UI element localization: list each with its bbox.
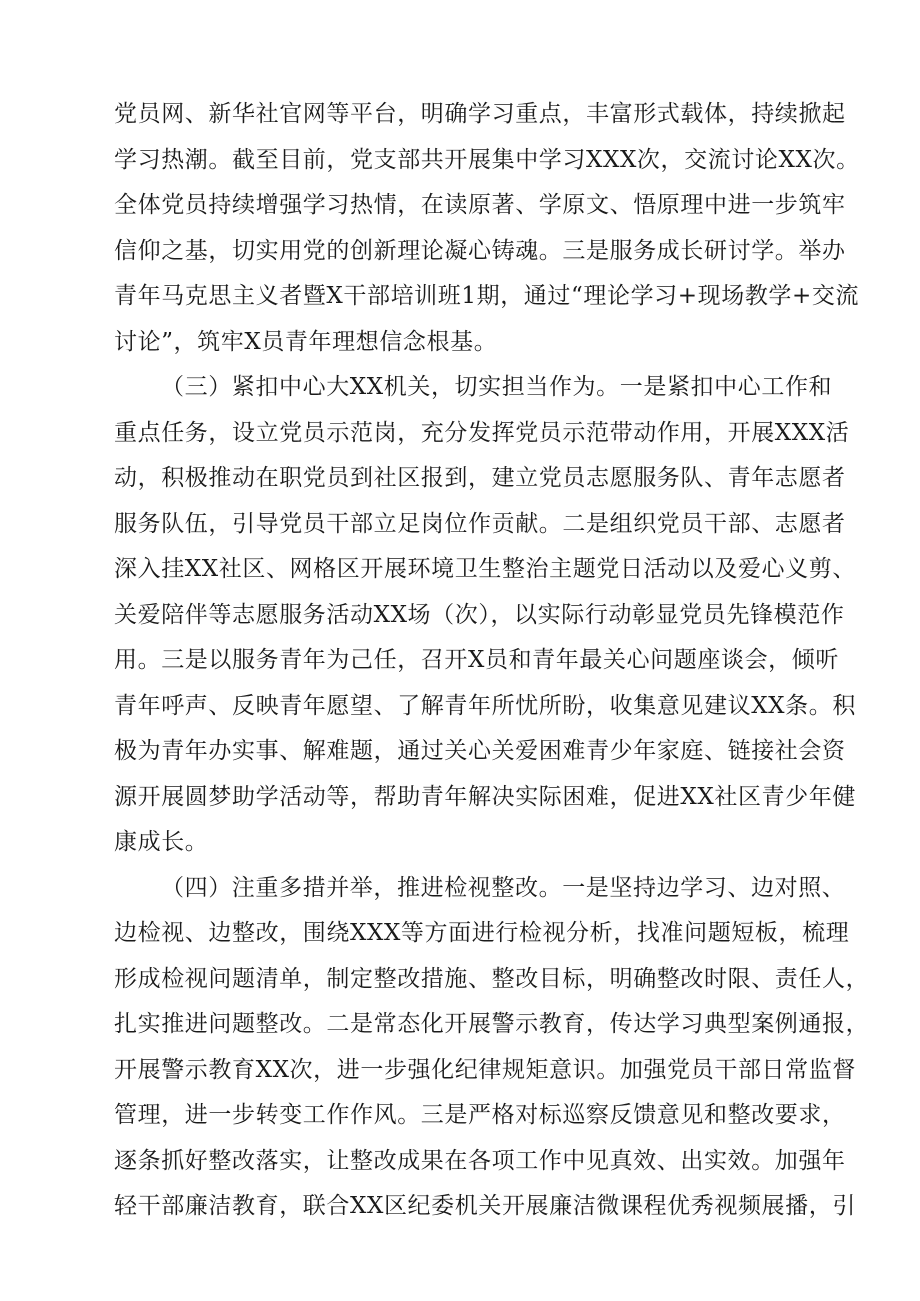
- text-line: 重点任务，设立党员示范岗，充分发挥党员示范带动作用，开展XXX活: [114, 419, 850, 446]
- text-line: 讨论”，筑牢X员青年理想信念根基。: [114, 328, 498, 355]
- text-line: （四）注重多措并举，推进检视整改。一是坚持边学习、边对照、: [161, 874, 846, 901]
- document-page: [114, 92, 870, 1230]
- text-line: 轻干部廉洁教育，联合XX区纪委机关开展廉洁微课程优秀视频展播，引: [114, 1193, 856, 1219]
- paragraph-four: [114, 866, 870, 1230]
- paragraph-three: [114, 365, 856, 866]
- text-line: 党员网、新华社官网等平台，明确学习重点，丰富形式载体，持续掀起: [114, 101, 846, 127]
- text-line: 边检视、边整改，围绕XXX等方面进行检视分析，找准问题短板，梳理: [114, 920, 850, 946]
- paragraph-study: [114, 92, 860, 365]
- text-line: 学习热潮。截至目前，党支部共开展集中学习XXX次，交流讨论XX次。: [114, 146, 860, 173]
- text-line: 全体党员持续增强学习热情，在读原著、学原文、悟原理中进一步筑牢: [114, 192, 846, 218]
- text-line: 青年呼声、反映青年愿望、了解青年所忧所盼，收集意见建议XX条。积: [114, 692, 856, 719]
- text-line: 管理，进一步转变工作作风。三是严格对标巡察反馈意见和整改要求，: [114, 1102, 846, 1128]
- text-line: 服务队伍，引导党员干部立足岗位作贡献。二是组织党员干部、志愿者: [114, 510, 846, 537]
- text-line: 形成检视问题清单，制定整改措施、整改目标，明确整改时限、责任人，: [114, 965, 870, 992]
- text-line: 动，积极推动在职党员到社区报到，建立党员志愿服务队、青年志愿者: [114, 465, 846, 491]
- text-line: （三）紧扣中心大XX机关，切实担当作为。一是紧扣中心工作和: [161, 374, 833, 400]
- text-line: 开展警示教育XX次，进一步强化纪律规矩意识。加强党员干部日常监督: [114, 1056, 856, 1083]
- text-line: 深入挂XX社区、网格区开展环境卫生整治主题党日活动以及爱心义剪、: [114, 556, 856, 582]
- text-line: 扎实推进问题整改。二是常态化开展警示教育，传达学习典型案例通报，: [114, 1011, 870, 1037]
- text-line: 关爱陪伴等志愿服务活动XX场（次），以实际行动彰显党员先锋模范作: [114, 601, 845, 628]
- text-line: 极为青年办实事、解难题，通过关心关爱困难青少年家庭、链接社会资: [114, 738, 846, 764]
- text-line: 信仰之基，切实用党的创新理论凝心铸魂。三是服务成长研讨学。举办: [114, 237, 846, 264]
- text-line: 康成长。: [114, 829, 209, 855]
- text-line: 青年马克思主义者暨X干部培训班1期，通过“理论学习+现场教学+交流: [114, 283, 860, 309]
- text-line: 用。三是以服务青年为己任，召开X员和青年最关心问题座谈会，倾听: [114, 647, 839, 673]
- text-line: 逐条抓好整改落实，让整改成果在各项工作中见真效、出实效。加强年: [114, 1147, 846, 1174]
- text-line: 源开展圆梦助学活动等，帮助青年解决实际困难，促进XX社区青少年健: [114, 783, 856, 810]
